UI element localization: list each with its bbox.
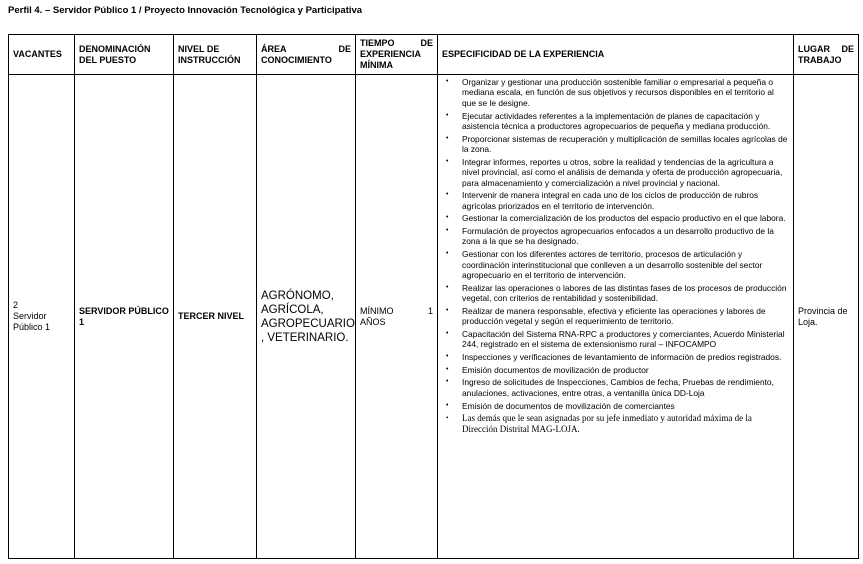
header-tiempo-line3: MÍNIMA <box>360 60 393 70</box>
header-denominacion <box>75 35 174 75</box>
cell-vacantes <box>9 75 75 559</box>
header-nivel <box>174 35 257 75</box>
header-nivel-line2: INSTRUCCIÓN <box>178 54 241 65</box>
header-area-line1: ÁREA DE <box>261 43 351 54</box>
list-item: • Gestionar la comercialización de los productos del espacio productivo en el que labora. <box>462 213 789 223</box>
list-item: • Las demás que le sean asignadas por su jefe inmediato y autoridad máxima de la Dirección Distrital MAG-LOJA. <box>462 413 789 434</box>
list-item: • Emisión documentos de movilización de productor <box>462 365 789 375</box>
list-item: • Organizar y gestionar una producción sostenible familiar o empresarial a pequeña o mediana escala, en función de sus objetivos y recursos disponibles en el territorio al que se le designe. <box>462 77 789 108</box>
header-denominacion-line2: DEL PUESTO <box>79 54 137 65</box>
header-denominacion-line1: DENOMINACIÓN <box>79 43 151 54</box>
list-item: • Realizar las operaciones o labores de las distintas fases de los procesos de producción vegetal, con criterios de rentabilidad y sostenibilidad. <box>462 283 789 304</box>
list-item: • Realizar de manera responsable, efectiva y eficiente las operaciones y labores de producción vegetal y según el requerimiento de territorio. <box>462 306 789 327</box>
tiempo-minimo: MÍNIMO <box>360 305 394 316</box>
cell-denominacion: SERVIDOR PÚBLICO 1 <box>75 75 174 559</box>
tiempo-unit: AÑOS <box>360 316 386 327</box>
list-item: • Formulación de proyectos agropecuarios enfocados a un desarrollo productivo de la zona a la que se ha designado. <box>462 226 789 247</box>
vacantes-label-1: Servidor <box>13 311 47 321</box>
vacantes-count: 2 <box>13 300 19 310</box>
header-lugar <box>794 35 859 75</box>
header-tiempo-line2: EXPERIENCIA <box>360 49 422 59</box>
header-especificidad: ESPECIFICIDAD DE LA EXPERIENCIA <box>438 35 794 75</box>
list-item: • Ingreso de solicitudes de Inspecciones, Cambios de fecha, Pruebas de rendimiento, anulaciones, activaciones, entre otras, a ventanilla única DD-Loja <box>462 377 789 398</box>
cell-lugar: Provincia de Loja. <box>794 75 859 559</box>
vacantes-label-2: Público 1 <box>13 322 51 332</box>
list-item: • Capacitación del Sistema RNA-RPC a productores y comerciantes, Acuerdo Ministerial 244, registrado en el sistema de extensionismo rural – INFOCAMPO <box>462 329 789 350</box>
cell-nivel: TERCER NIVEL <box>174 75 257 559</box>
header-tiempo <box>356 35 438 75</box>
header-tiempo-line1: TIEMPO DE <box>360 38 433 48</box>
list-item: • Proporcionar sistemas de recuperación y multiplicación de semillas locales agrícolas de la zona. <box>462 134 789 155</box>
list-item: • Gestionar con los diferentes actores de territorio, procesos de articulación y coordinación interinstitucional que conlleven a un desarrollo sostenible del sector agropecuario en el territorio de intervención. <box>462 249 789 280</box>
list-item: • Intervenir de manera integral en cada uno de los ciclos de producción de rubros agrícolas priorizados en el territorio de intervención. <box>462 190 789 211</box>
especificidad-list <box>442 77 789 434</box>
list-item: • Integrar informes, reportes u otros, sobre la realidad y tendencias de la agricultura a nivel provincial, así como el análisis de demanda y oferta de producción agropecuaria, para almacenamiento y comercialización a nivel provincial y nacional. <box>462 157 789 188</box>
header-lugar-line2: TRABAJO <box>798 54 842 65</box>
profile-table <box>8 34 859 559</box>
header-lugar-line1: LUGAR DE <box>798 43 854 54</box>
header-nivel-line1 <box>178 44 252 55</box>
list-item: • Ejecutar actividades referentes a la implementación de planes de capacitación y asistencia técnica a productores agropecuarios de pequeña y mediana producción. <box>462 111 789 132</box>
header-area-line2: CONOCIMIENTO <box>261 54 332 65</box>
cell-tiempo <box>356 75 438 559</box>
table-row <box>9 75 859 559</box>
list-item: • Emisión de documentos de movilización de comerciantes <box>462 401 789 411</box>
tiempo-line1 <box>360 306 433 317</box>
header-row <box>9 35 859 75</box>
cell-area: AGRÓNOMO, AGRÍCOLA, AGROPECUARIO , VETERINARIO. <box>257 75 356 559</box>
header-area <box>257 35 356 75</box>
page-title: Perfil 4. – Servidor Público 1 / Proyecto Innovación Tecnológica y Participativa <box>8 5 363 16</box>
cell-especificidad <box>438 75 794 559</box>
header-nivel-text1: NIVEL DE <box>178 43 220 54</box>
header-vacantes: VACANTES <box>9 35 75 75</box>
tiempo-value: 1 <box>427 305 433 316</box>
list-item: • Inspecciones y verificaciones de levantamiento de información de predios registrados. <box>462 352 789 362</box>
